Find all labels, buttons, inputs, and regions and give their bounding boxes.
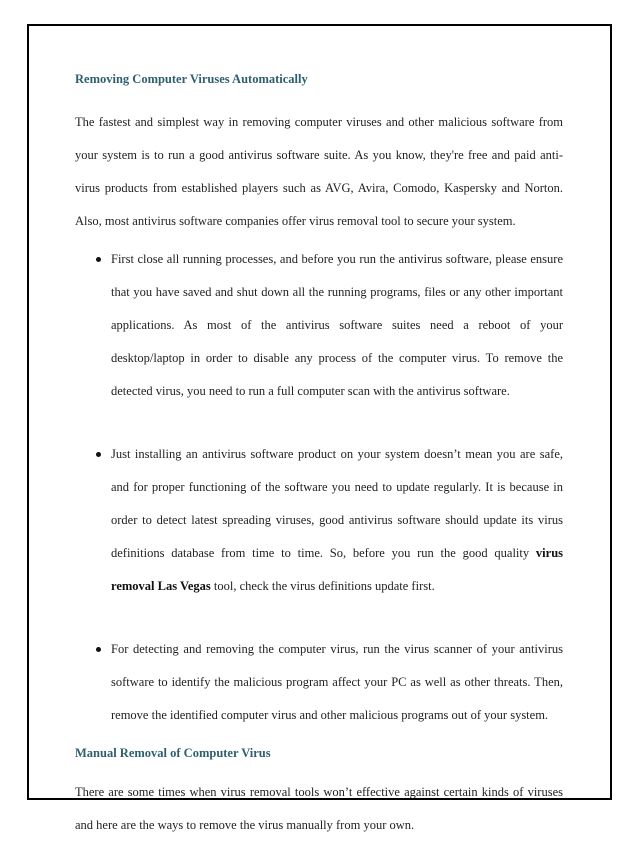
- text-line: virus products from established players such as AVG, Avira, Comodo, Kaspersky and Norton.: [75, 181, 563, 195]
- text-line: First close all running processes, and before you run the antivirus software, please ensure: [111, 252, 563, 266]
- text-line: and for proper functioning of the software you need to update regularly. It is because in: [111, 480, 563, 494]
- manual-intro-paragraph: [75, 776, 563, 842]
- text-segment: tool, check the virus definitions update first.: [210, 579, 435, 593]
- intro-paragraph: [75, 106, 563, 238]
- bullet-item-update-software: [75, 438, 563, 603]
- text-line: remove the identified computer virus and other malicious programs out of your system.: [111, 708, 549, 722]
- document-body: [75, 66, 563, 842]
- text-line: desktop/laptop in order to disable any process of the computer virus. To remove the: [111, 351, 563, 365]
- bullet-icon: [96, 647, 101, 652]
- text-line: your system is to run a good antivirus software suite. As you know, they're free and paid anti-: [75, 148, 563, 162]
- section-heading-manual: Manual Removal of Computer Virus: [75, 746, 271, 760]
- text-line: order to detect latest spreading viruses, good antivirus software should update its virus: [111, 513, 563, 527]
- text-line: applications. As most of the antivirus software suites need a reboot of your: [111, 318, 563, 332]
- text-line: that you have saved and shut down all the running programs, files or any other important: [111, 285, 563, 299]
- bullet-list: [75, 243, 563, 732]
- bullet-icon: [96, 452, 101, 457]
- section-heading-automatic: Removing Computer Viruses Automatically: [75, 72, 308, 86]
- text-line: The fastest and simplest way in removing computer viruses and other malicious software from: [75, 115, 563, 129]
- text-segment: definitions database from time to time. So, before you run the good quality: [111, 546, 530, 560]
- virus-removal-link-part1[interactable]: virus: [535, 546, 564, 560]
- text-line: Just installing an antivirus software product on your system doesn’t mean you are safe,: [111, 447, 563, 461]
- virus-removal-link-part2[interactable]: removal Las Vegas: [111, 579, 211, 593]
- text-line: software to identify the malicious program affect your PC as well as other threats. Then,: [111, 675, 563, 689]
- text-line: [111, 537, 563, 570]
- bullet-item-run-scanner: [75, 633, 563, 732]
- text-line: For detecting and removing the computer virus, run the virus scanner of your antivirus: [111, 642, 563, 656]
- bullet-item-close-processes: [75, 243, 563, 408]
- bullet-icon: [96, 257, 101, 262]
- text-line: Also, most antivirus software companies offer virus removal tool to secure your system.: [75, 214, 516, 228]
- text-line: detected virus, you need to run a full computer scan with the antivirus software.: [111, 384, 510, 398]
- text-line: [111, 570, 563, 603]
- text-line: There are some times when virus removal tools won’t effective against certain kinds of viruses: [75, 785, 563, 799]
- text-line: and here are the ways to remove the virus manually from your own.: [75, 818, 415, 832]
